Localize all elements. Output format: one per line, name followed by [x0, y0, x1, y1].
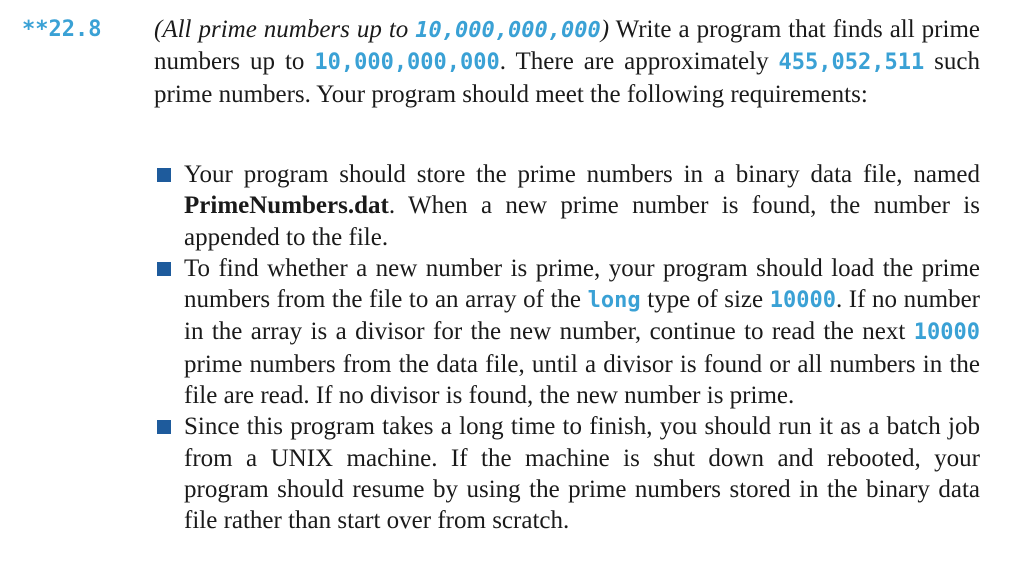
requirement-item: Since this program takes a long time to finish, you should run it as a batch job from a UNIX machine. If the machine is shut down and rebooted, your program should resume by using the prime numbers stored in the binary data file rather than start over from scratch.: [154, 411, 980, 536]
code-next-count: 10000: [913, 320, 980, 346]
exercise-title: (All prime numbers up to 10,000,000,000): [154, 16, 610, 43]
square-bullet-icon: [157, 262, 171, 276]
intro-code-count: 455,052,511: [778, 50, 925, 76]
requirements-list: [154, 159, 980, 537]
square-bullet-icon: [157, 168, 171, 182]
code-long: long: [587, 288, 641, 314]
exercise-intro: (All prime numbers up to 10,000,000,000) Write a program that finds all prime numbers up to 10,000,000,000. There are approximately 455,052,511 such prime numbers. Your program should meet the following requirements:: [154, 16, 980, 108]
exercise-number: **22.8: [22, 17, 102, 42]
filename: PrimeNumbers.dat: [184, 192, 389, 220]
requirement-item: Your program should store the prime numbers in a binary data file, named PrimeNumbers.dat. When a new prime number is found, the number is appended to the file.: [154, 159, 980, 253]
code-size: 10000: [769, 288, 836, 314]
requirement-item: To find whether a new number is prime, your program should load the prime numbers from the file to an array of the long type of size 10000. If no number in the array is a divisor for the new number, continue to read the next 10000 prime numbers from the data file, until a divisor is found or all numbers in the file are read. If no divisor is found, the new number is prime.: [154, 253, 980, 411]
square-bullet-icon: [157, 420, 171, 434]
title-code-value: 10,000,000,000: [415, 18, 601, 43]
intro-code-limit: 10,000,000,000: [314, 50, 500, 76]
